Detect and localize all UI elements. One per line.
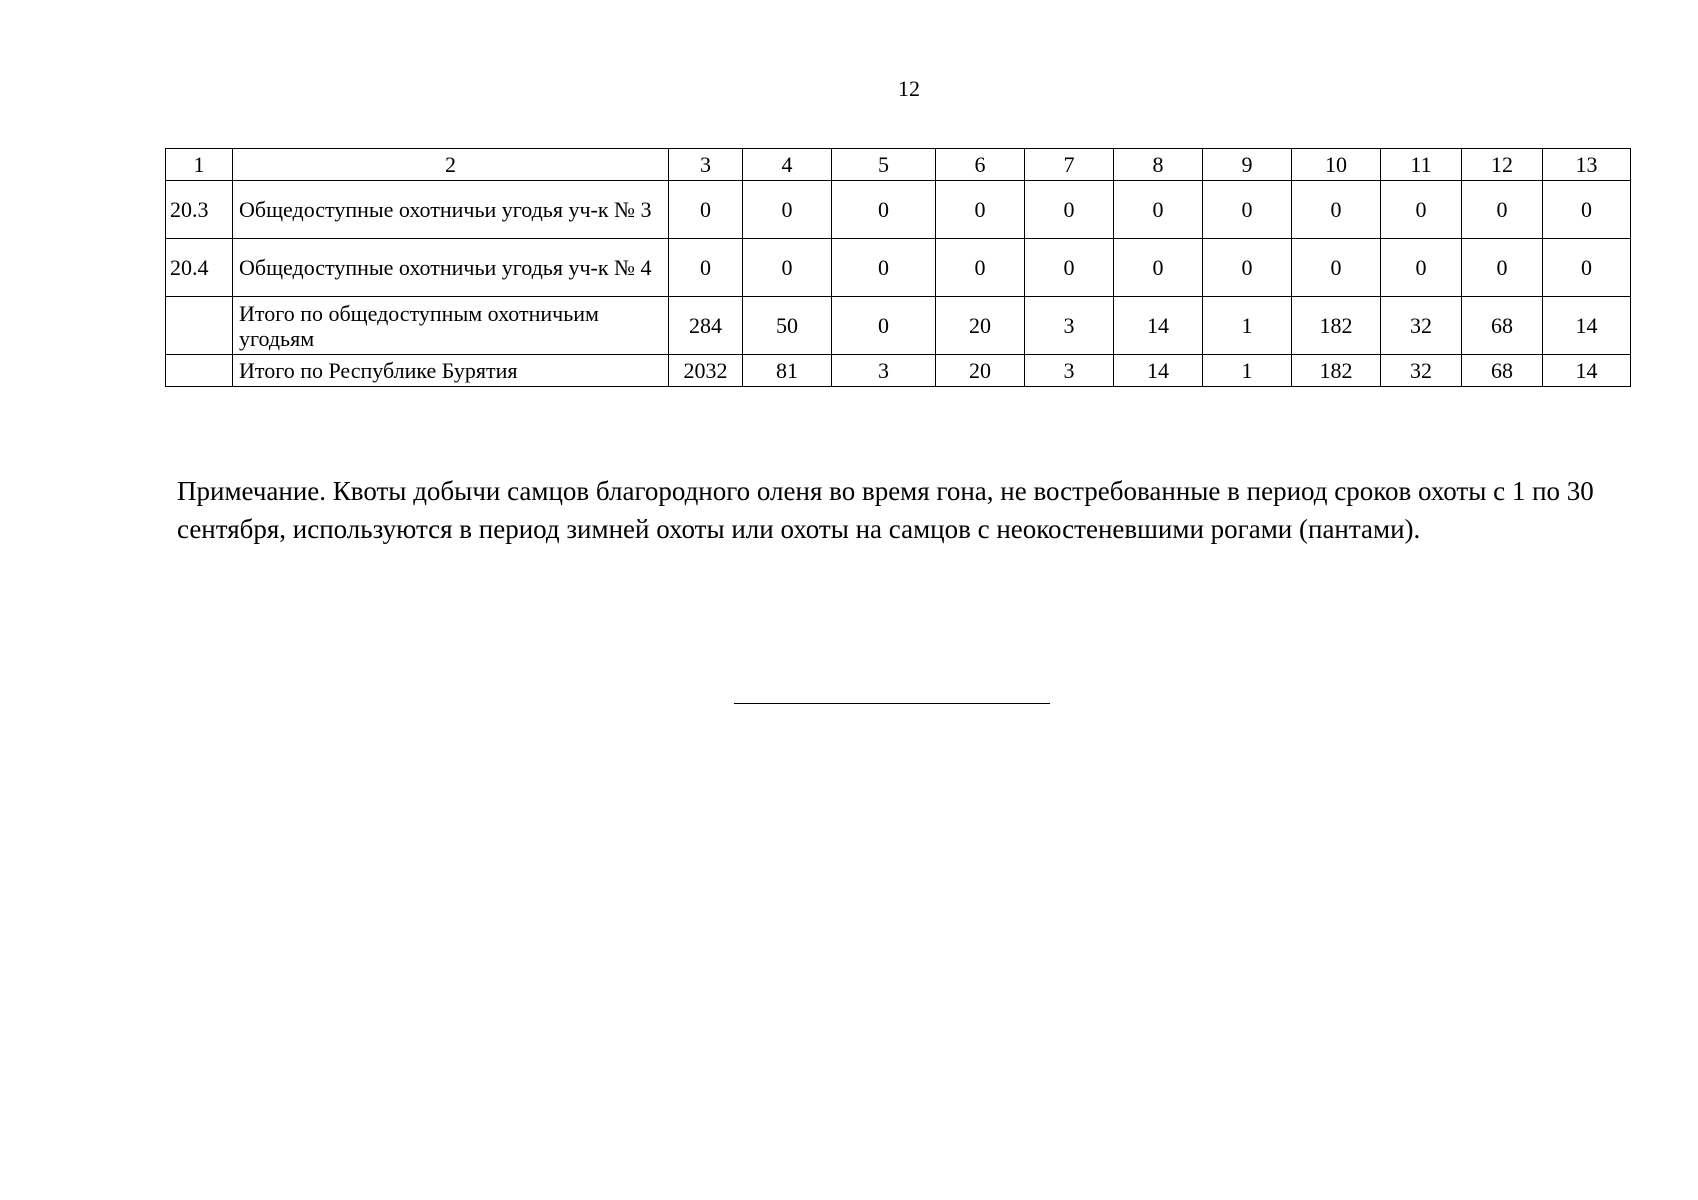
column-header: 7 (1025, 149, 1114, 181)
table-cell: 0 (1292, 181, 1381, 239)
table-row-total (166, 355, 1631, 387)
table-header-row (166, 149, 1631, 181)
table-cell: 20 (936, 355, 1025, 387)
row-number (166, 297, 233, 355)
table-cell: 0 (1381, 239, 1462, 297)
table-cell: 0 (832, 181, 936, 239)
column-header: 13 (1543, 149, 1631, 181)
table-cell: 0 (743, 181, 832, 239)
table-cell: 0 (1114, 239, 1203, 297)
table-cell: 0 (743, 239, 832, 297)
table-cell: 182 (1292, 355, 1381, 387)
row-name: Итого по Республике Бурятия (233, 355, 669, 387)
row-name: Общедоступные охотничьи угодья уч-к № 4 (233, 239, 669, 297)
row-number: 20.3 (166, 181, 233, 239)
column-header: 8 (1114, 149, 1203, 181)
table-cell: 0 (1025, 181, 1114, 239)
row-number: 20.4 (166, 239, 233, 297)
column-header: 1 (166, 149, 233, 181)
table-cell: 0 (832, 297, 936, 355)
row-name: Итого по общедоступным охотничьим угодьям (233, 297, 669, 355)
table-cell: 0 (936, 181, 1025, 239)
table-cell: 50 (743, 297, 832, 355)
table-row-subtotal (166, 297, 1631, 355)
table-row (166, 239, 1631, 297)
column-header: 2 (233, 149, 669, 181)
table-cell: 182 (1292, 297, 1381, 355)
table-cell: 0 (669, 239, 743, 297)
closing-divider-line (734, 703, 1050, 704)
table-cell: 81 (743, 355, 832, 387)
table-cell: 0 (1203, 181, 1292, 239)
table-cell: 0 (1203, 239, 1292, 297)
table-cell: 0 (832, 239, 936, 297)
table-cell: 20 (936, 297, 1025, 355)
table-cell: 0 (1543, 181, 1631, 239)
column-header: 9 (1203, 149, 1292, 181)
table-cell: 0 (669, 181, 743, 239)
table-cell: 3 (1025, 355, 1114, 387)
table-cell: 0 (1381, 181, 1462, 239)
quota-table (165, 148, 1631, 387)
column-header: 10 (1292, 149, 1381, 181)
table-cell: 3 (832, 355, 936, 387)
table-cell: 0 (1025, 239, 1114, 297)
row-number (166, 355, 233, 387)
table-row (166, 181, 1631, 239)
column-header: 11 (1381, 149, 1462, 181)
table-cell: 1 (1203, 355, 1292, 387)
column-header: 6 (936, 149, 1025, 181)
column-header: 4 (743, 149, 832, 181)
table-cell: 1 (1203, 297, 1292, 355)
page-number: 12 (898, 76, 920, 101)
table-cell: 0 (1543, 239, 1631, 297)
table-cell: 0 (1462, 181, 1543, 239)
table-cell: 0 (1292, 239, 1381, 297)
column-header: 12 (1462, 149, 1543, 181)
table-cell: 32 (1381, 355, 1462, 387)
table-cell: 0 (1462, 239, 1543, 297)
table-cell: 32 (1381, 297, 1462, 355)
table-cell: 68 (1462, 355, 1543, 387)
note-paragraph: Примечание. Квоты добычи самцов благородного оленя во время гона, не востребованные в период сроков охоты с 1 по 30 сентября, используются в период зимней охоты или охоты на самцов с неокостеневшими рогами (пантами). (177, 476, 1594, 544)
table-cell: 14 (1543, 297, 1631, 355)
table-cell: 2032 (669, 355, 743, 387)
table-cell: 3 (1025, 297, 1114, 355)
table-cell: 284 (669, 297, 743, 355)
table-cell: 14 (1114, 355, 1203, 387)
table-cell: 68 (1462, 297, 1543, 355)
table-cell: 0 (936, 239, 1025, 297)
column-header: 3 (669, 149, 743, 181)
row-name: Общедоступные охотничьи угодья уч-к № 3 (233, 181, 669, 239)
table-cell: 14 (1543, 355, 1631, 387)
column-header: 5 (832, 149, 936, 181)
table-cell: 14 (1114, 297, 1203, 355)
table-cell: 0 (1114, 181, 1203, 239)
